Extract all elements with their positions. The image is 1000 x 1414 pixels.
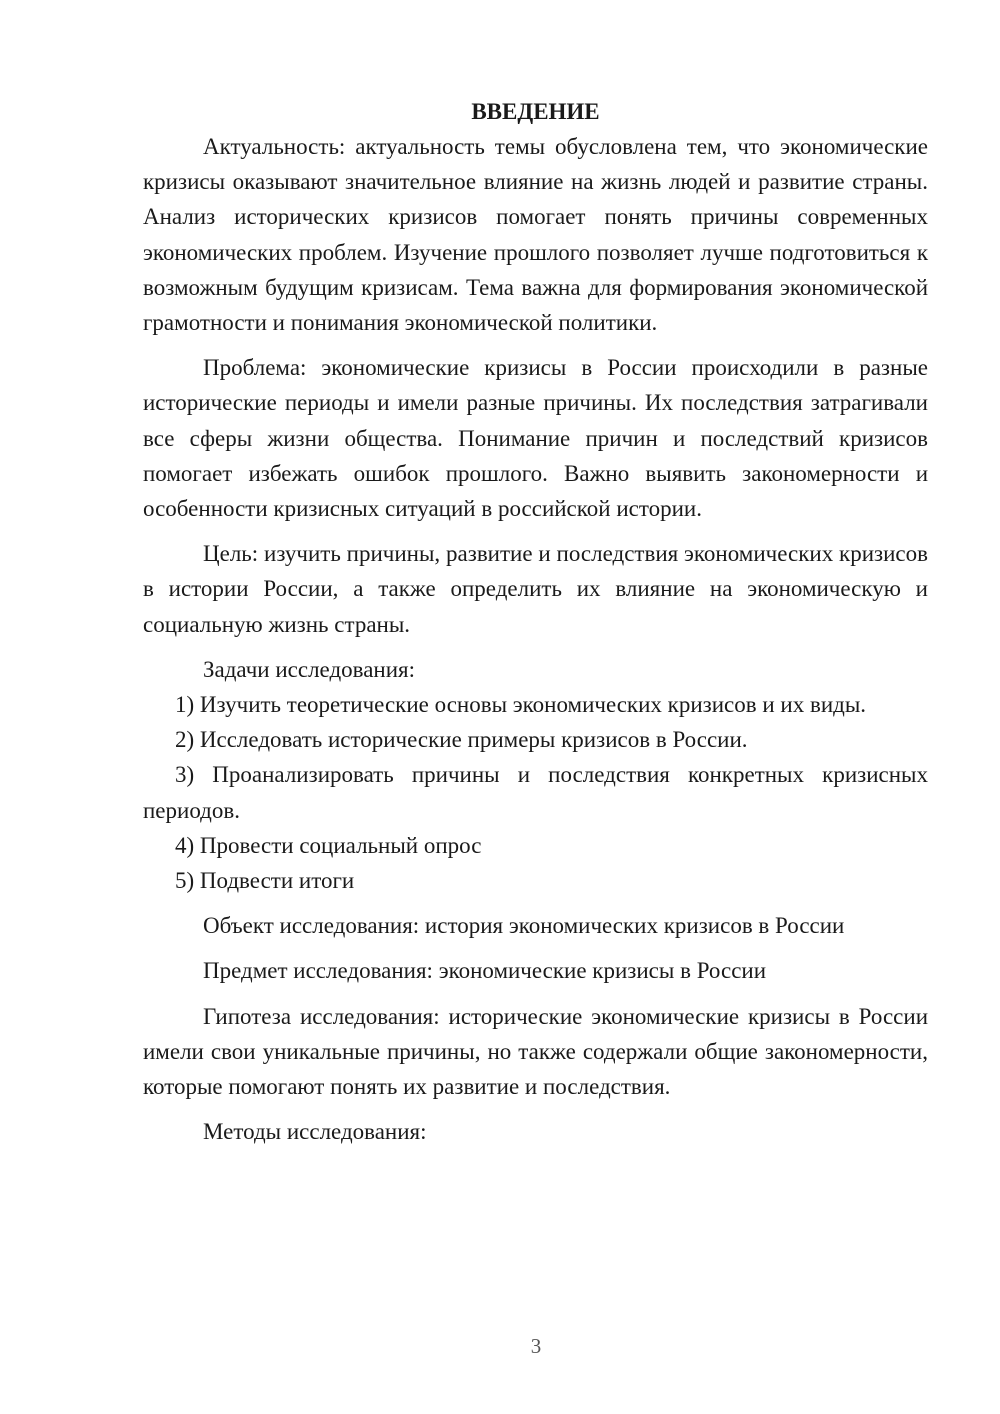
page-title: ВВЕДЕНИЕ [471,99,600,124]
paragraph-goal: Цель: изучить причины, развитие и последствия экономических кризисов в истории России, а также определить их влияние на экономическую и социальную жизнь страны. [143,541,928,637]
page-number: 3 [530,1334,542,1358]
task-item-1: 1) Изучить теоретические основы экономических кризисов и их виды. [175,692,867,718]
task-item-2: 2) Исследовать исторические примеры кризисов в России. [175,727,748,753]
paragraph-relevance: Актуальность: актуальность темы обусловлена тем, что экономические кризисы оказывают значительное влияние на жизнь людей и развитие страны. Анализ исторических кризисов помогает понять причины современных экономических проблем. Изучение прошлого позволяет лучше подготовиться к возможным будущим кризисам. Тема важна для формирования экономической грамотности и понимания экономической политики. [143,134,928,336]
paragraph-object: Объект исследования: история экономических кризисов в России [203,913,845,939]
task-item-4: 4) Провести социальный опрос [175,832,482,858]
paragraph-problem: Проблема: экономические кризисы в России происходили в разные исторические периоды и имели разные причины. Их последствия затрагивали все сферы жизни общества. Понимание причин и последствий кризисов помогает избежать ошибок прошлого. Важно выявить закономерности и особенности кризисных ситуаций в российской истории. [143,355,928,522]
paragraph-hypothesis: Гипотеза исследования: исторические экономические кризисы в России имели свои уникальные причины, но также содержали общие закономерности, которые помогают понять их развитие и последствия. [143,1003,928,1100]
task-item-3: 3) Проанализировать причины и последствия конкретных кризисных периодов. [143,762,928,823]
paragraph-subject: Предмет исследования: экономические кризисы в России [203,958,767,984]
task-item-5: 5) Подвести итоги [175,868,355,894]
page-content [143,94,928,1149]
tasks-heading: Задачи исследования: [203,656,416,682]
methods-heading: Методы исследования: [203,1119,427,1145]
